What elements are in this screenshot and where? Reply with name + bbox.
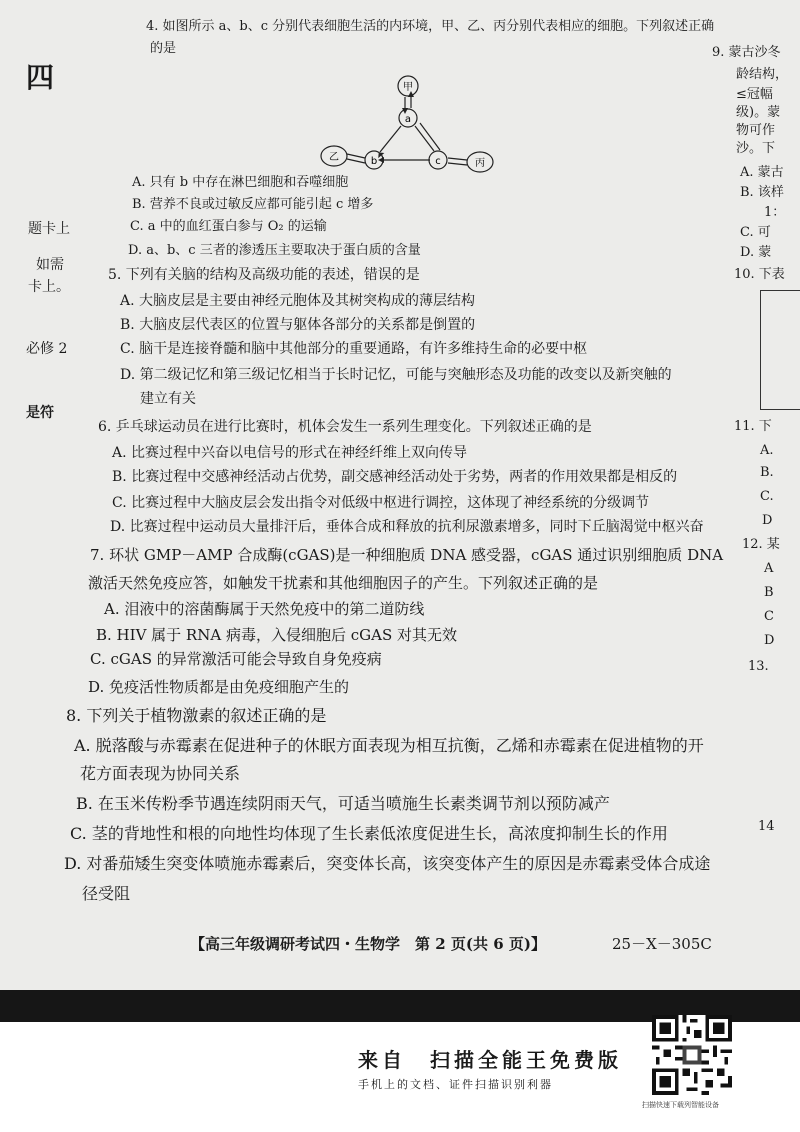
margin-text: C. 可	[740, 225, 771, 240]
diagram-label: c	[435, 156, 441, 167]
margin-text: 11. 下	[734, 419, 772, 434]
section-char: 四	[26, 61, 55, 94]
margin-text: B.	[760, 465, 774, 480]
q6-option-a: A. 比赛过程中兴奋以电信号的形式在神经纤维上双向传导	[112, 445, 468, 461]
q7-stem: 7. 环状 GMP－AMP 合成酶(cGAS)是一种细胞质 DNA 感受器，cGAS 通过识别细胞质 DNA	[90, 546, 724, 564]
q6-option-c: C. 比赛过程中大脑皮层会发出指令对低级中枢进行调控，这体现了神经系统的分级调节	[112, 495, 650, 511]
q8-option-b: B. 在玉米传粉季节遇连续阴雨天气，可适当喷施生长素类调节剂以预防减产	[76, 794, 610, 813]
qr-caption: 扫描快速下载列智能设备	[642, 1101, 719, 1109]
margin-text: C.	[760, 489, 774, 504]
q8-option-a-cont: 花方面表现为协同关系	[80, 764, 241, 783]
margin-text: B. 该样	[740, 185, 784, 200]
q5-option-b: B. 大脑皮层代表区的位置与躯体各部分的关系都是倒置的	[120, 317, 476, 333]
margin-text: B	[764, 585, 774, 600]
scanner-tagline: 手机上的文档、证件扫描识别利器	[358, 1078, 553, 1091]
margin-text: 9. 蒙古沙冬	[712, 45, 781, 60]
margin-text: C	[764, 609, 774, 624]
margin-text: D	[764, 633, 775, 648]
q4-stem-cont: 的是	[150, 41, 177, 56]
margin-text: 卡上。	[28, 279, 70, 295]
q5-option-d-cont: 建立有关	[140, 391, 196, 407]
q5-option-a: A. 大脑皮层是主要由神经元胞体及其树突构成的薄层结构	[120, 293, 476, 309]
q7-option-a: A. 泪液中的溶菌酶属于天然免疫中的第二道防线	[104, 600, 425, 618]
exam-code: 25－X－305C	[612, 935, 712, 953]
margin-text: D	[762, 513, 773, 528]
diagram-label: 甲	[403, 82, 413, 93]
margin-text: ≤冠幅	[736, 87, 773, 102]
diagram-label: 乙	[329, 152, 339, 163]
q8-option-a: A. 脱落酸与赤霉素在促进种子的休眠方面表现为相互抗衡，乙烯和赤霉素在促进植物的开	[74, 736, 704, 755]
margin-text: 13.	[748, 659, 769, 674]
q6-option-d: D. 比赛过程中运动员大量排汗后，垂体合成和释放的抗利尿激素增多，同时下丘脑渴觉中枢兴奋	[110, 519, 704, 535]
q5-option-d: D. 第二级记忆和第三级记忆相当于长时记忆，可能与突触形态及功能的改变以及新突触的	[120, 367, 672, 383]
page-footer: 【高三年级调研考试四・生物学 第 2 页(共 6 页)】	[190, 935, 546, 953]
q8-option-c: C. 茎的背地性和根的向地性均体现了生长素低浓度促进生长，高浓度抑制生长的作用	[70, 824, 668, 843]
margin-text: A.	[760, 443, 774, 458]
diagram-label: 丙	[475, 158, 485, 169]
q4-option-b: B. 营养不良或过敏反应都可能引起 c 增多	[132, 197, 374, 212]
margin-text: A	[764, 561, 774, 576]
q7-option-d: D. 免疫活性物质都是由免疫细胞产生的	[88, 678, 350, 696]
scanner-brand: 来自 扫描全能王免费版	[358, 1048, 622, 1072]
margin-text: 10. 下表	[734, 267, 785, 282]
qr-code-icon[interactable]	[652, 1015, 732, 1095]
margin-text: 1：	[764, 205, 786, 220]
margin-text: 14	[758, 819, 775, 834]
margin-text: 龄结构，	[736, 67, 789, 82]
diagram-label: b	[370, 156, 378, 167]
q4-option-d: D. a、b、c 三者的渗透压主要取决于蛋白质的含量	[128, 243, 421, 258]
q5-option-c: C. 脑干是连接脊髓和脑中其他部分的重要通路，有许多维持生命的必要中枢	[120, 341, 588, 357]
margin-text: 题卡上	[28, 221, 70, 237]
q7-option-b: B. HIV 属于 RNA 病毒，入侵细胞后 cGAS 对其无效	[96, 626, 457, 644]
q6-option-b: B. 比赛过程中交感神经活动占优势，副交感神经活动处于劣势，两者的作用效果都是相反的	[112, 469, 678, 485]
margin-text: A. 蒙古	[740, 165, 784, 180]
q7-stem-cont: 激活天然免疫应答，如触发干扰素和其他细胞因子的产生。下列叙述正确的是	[88, 574, 599, 592]
margin-text: 12. 某	[742, 537, 780, 552]
q7-option-c: C. cGAS 的异常激活可能会导致自身免疫病	[90, 650, 382, 668]
margin-text: 是符	[26, 405, 54, 421]
q6-stem: 6. 乒乓球运动员在进行比赛时，机体会发生一系列生理变化。下列叙述正确的是	[98, 419, 592, 435]
q8-stem: 8. 下列关于植物激素的叙述正确的是	[66, 706, 327, 725]
q4-option-a: A. 只有 b 中存在淋巴细胞和吞噬细胞	[132, 175, 349, 190]
diagram-label: a	[404, 114, 412, 125]
q8-option-d-cont: 径受阻	[82, 884, 131, 903]
table-fragment	[760, 290, 800, 410]
environment-diagram	[318, 74, 498, 182]
margin-text: 如需	[36, 257, 64, 273]
margin-text: 级)。蒙	[736, 105, 781, 120]
q4-stem: 4. 如图所示 a、b、c 分别代表细胞生活的内环境，甲、乙、丙分别代表相应的细胞。下列叙述正确	[146, 19, 715, 34]
q4-option-c: C. a 中的血红蛋白参与 O₂ 的运输	[130, 219, 327, 234]
margin-text: 必修 2	[26, 341, 68, 357]
margin-text: D. 蒙	[740, 245, 772, 260]
q8-option-d: D. 对番茄矮生突变体喷施赤霉素后，突变体长高，该突变体产生的原因是赤霉素受体合成途	[64, 854, 711, 873]
q5-stem: 5. 下列有关脑的结构及高级功能的表述，错误的是	[108, 267, 420, 283]
margin-text: 物可作	[736, 123, 776, 138]
margin-text: 沙。下	[736, 141, 776, 156]
